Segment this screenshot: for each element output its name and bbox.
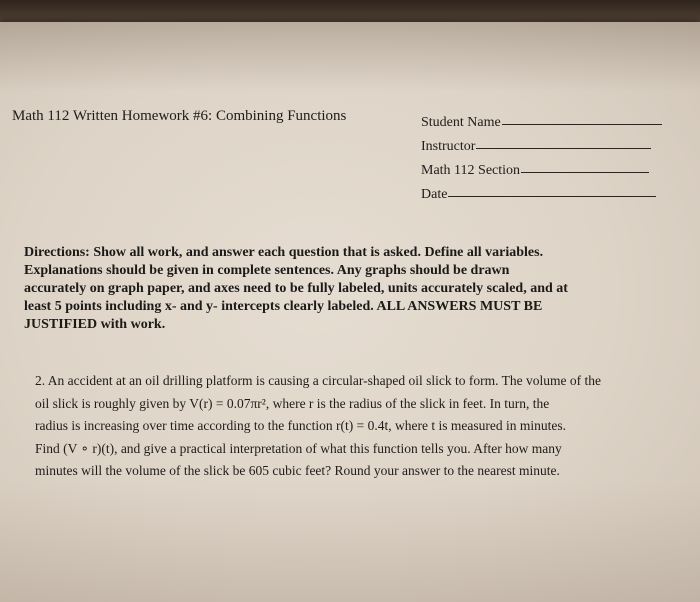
problem-2 [35,370,670,483]
section-blank [521,171,649,173]
section-field [421,155,671,179]
directions-line: Directions: Show all work, and answer each question that is asked. Define all variables. [24,245,544,260]
date-label: Date [421,187,448,202]
instructor-label: Instructor [421,139,476,154]
problem-line: radius is increasing over time according to the function r(t) = 0.4t, where t is measured in minutes. [35,418,566,433]
problem-line: minutes will the volume of the slick be 605 cubic feet? Round your answer to the nearest minute. [35,463,560,478]
directions-line: least 5 points including x- and y- intercepts clearly labeled. ALL ANSWERS MUST BE [24,299,543,314]
directions-line: accurately on graph paper, and axes need to be fully labeled, units accurately scaled, and at [24,281,568,296]
problem-line: Find (V ∘ r)(t), and give a practical interpretation of what this function tells you. After how many [35,440,562,456]
directions-paragraph [24,244,674,334]
directions-line: Explanations should be given in complete sentences. Any graphs should be drawn [24,263,510,278]
problem-line: oil slick is roughly given by V(r) = 0.07πr², where r is the radius of the slick in feet. In turn, the [35,395,550,411]
problem-line: 2. An accident at an oil drilling platform is causing a circular-shaped oil slick to form. The volume of the [35,373,601,388]
homework-title: Math 112 Written Homework #6: Combining Functions [12,108,347,124]
student-name-label: Student Name [421,115,501,130]
student-info-block [421,107,671,203]
section-label: Math 112 Section [421,163,521,178]
student-name-blank [502,123,662,125]
student-name-field [421,107,671,131]
date-field [421,179,671,203]
directions-line: JUSTIFIED with work. [24,317,166,332]
date-blank [448,195,656,197]
instructor-field [421,131,671,155]
instructor-blank [476,147,651,149]
